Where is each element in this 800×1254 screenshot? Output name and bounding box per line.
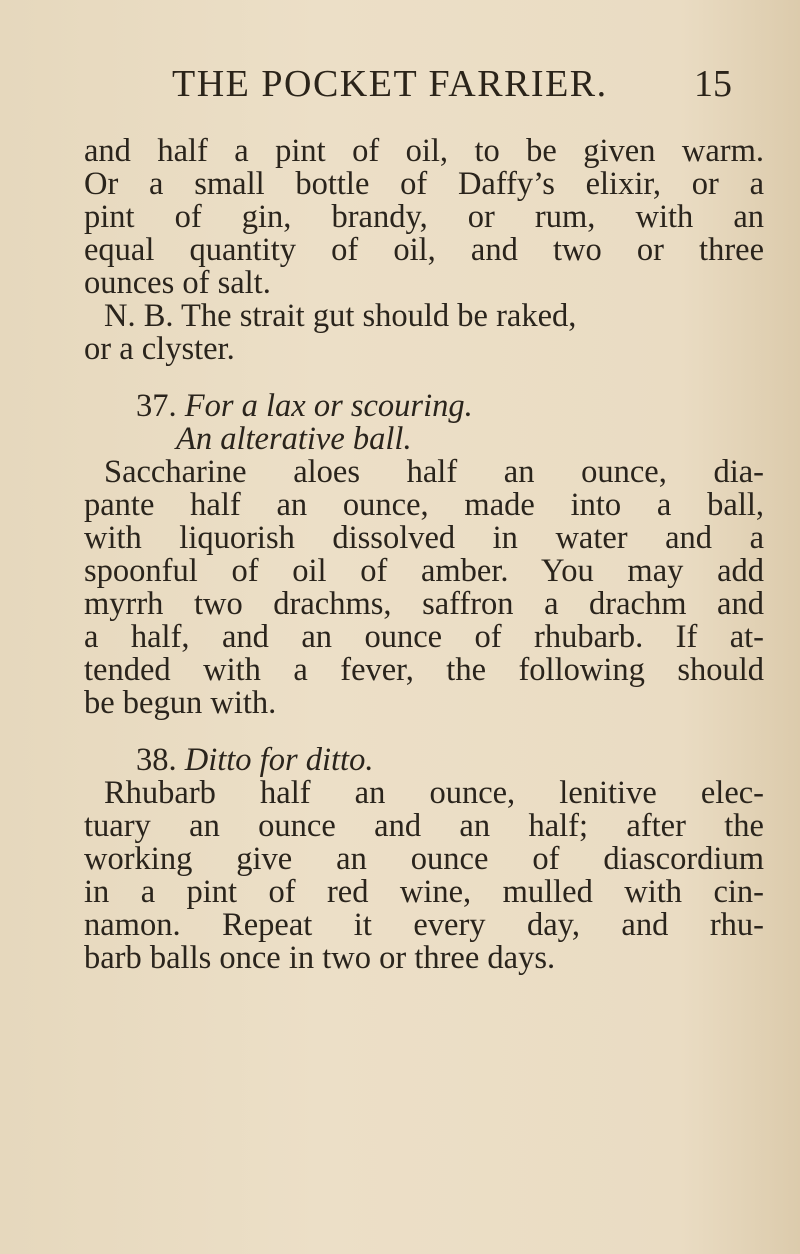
text-line: tended with a fever, the following should [84,652,764,688]
recipe-title: Ditto for ditto. [184,742,374,778]
running-title: THE POCKET FARRIER. [172,63,608,105]
page-number: 15 [694,63,732,105]
text-line: Saccharine aloes half an ounce, dia- [104,454,764,490]
recipe-number: 38. [136,742,177,778]
text-line: Or a small bottle of Daffy’s elixir, or a [84,166,764,202]
text-line: barb balls once in two or three days. [84,940,556,976]
text-line: ounces of salt. [84,265,271,301]
text-line: myrrh two drachms, saffron a drachm and [84,586,764,622]
page-header [0,62,800,112]
recipe-37-heading [84,390,764,423]
text-line: a half, and an ounce of rhubarb. If at- [84,619,764,655]
section-gap [84,720,764,744]
text-line: tuary an ounce and an half; after the [84,808,764,844]
text-line: in a pint of red wine, mulled with cin- [84,874,764,910]
recipe-number: 37. [136,388,177,424]
text-line: and half a pint of oil, to be given warm. [84,133,764,169]
text-line: Rhubarb half an ounce, lenitive elec- [104,775,764,811]
recipe-title: For a lax or scouring. [184,388,473,424]
recipe-38-heading [84,744,764,777]
text-line: equal quantity of oil, and two or three [84,232,764,268]
text-line: spoonful of oil of amber. You may add [84,553,764,589]
body-text [84,135,764,975]
text-line: be begun with. [84,685,277,721]
nota-bene-line: N. B. The strait gut should be raked, [104,298,577,334]
text-line: or a clyster. [84,331,235,367]
recipe-subtitle: An alterative ball. [176,421,412,457]
text-line: pint of gin, brandy, or rum, with an [84,199,764,235]
text-line: namon. Repeat it every day, and rhu- [84,907,764,943]
text-line: working give an ounce of diascordium [84,841,764,877]
text-line: pante half an ounce, made into a ball, [84,487,764,523]
section-gap [84,366,764,390]
text-line: with liquorish dissolved in water and a [84,520,764,556]
